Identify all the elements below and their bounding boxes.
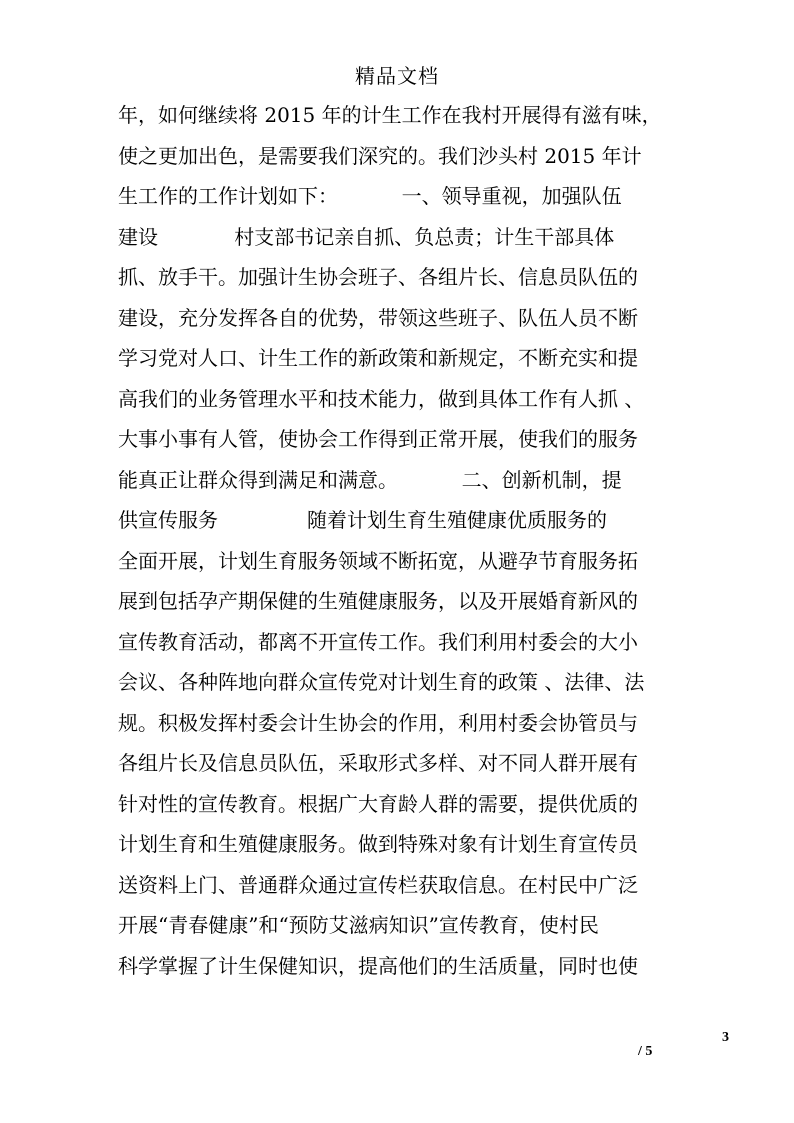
body-line: 能真正让群众得到满足和满意。 二、创新机制，提 [118,467,622,492]
page-total: / 5 [638,1044,653,1059]
body-line: 学习党对人口、计生工作的新政策和新规定，不断充实和提 [118,346,638,370]
body-line: 全面开展，计划生育服务领域不断拓宽，从避孕节育服务拓 [118,548,638,573]
body-line: 各组片长及信息员队伍，采取形式多样、对不同人群开展有 [118,751,638,775]
body-line: 建设，充分发挥各自的优势，带领这些班子、队伍人员不断 [118,305,638,330]
body-line: 开展“青春健康”和“预防艾滋病知识”宣传教育，使村民 [118,913,599,937]
body-line: 科学掌握了计生保健知识，提高他们的生活质量，同时也使 [118,953,638,978]
body-line: 会议、各种阵地向群众宣传党对计划生育的政策 、法律、法 [118,670,645,694]
body-line: 年，如何继续将 2015 年的计生工作在我村开展得有滋有味， [118,103,662,127]
body-line: 高我们的业务管理水平和技术能力，做到具体工作有人抓 、 [118,386,645,411]
body-line: 送资料上门、普通群众通过宣传栏获取信息。在村民中广泛 [118,872,638,897]
body-line: 针对性的宣传教育。根据广大育龄人群的需要，提供优质的 [118,791,638,816]
body-line: 使之更加出色，是需要我们深究的。我们沙头村 2015 年计 [118,143,642,168]
body-line: 宣传教育活动，都离不开宣传工作。我们利用村委会的大小 [118,629,638,654]
body-line: 大事小事有人管，使协会工作得到正常开展，使我们的服务 [118,427,638,451]
body-line: 生工作的工作计划如下： 一、领导重视，加强队伍 [118,184,622,208]
body-line: 抓、放手干。加强计生协会班子、各组片长、信息员队伍的 [118,265,638,289]
body-line: 展到包括孕产期保健的生殖健康服务，以及开展婚育新风的 [118,589,638,613]
body-line: 建设 村支部书记亲自抓、负总责；计生干部具体 [118,224,615,249]
document-header-title: 精品文档 [355,64,439,88]
page-number: 3 [722,1030,729,1045]
document-body [118,95,678,986]
body-line: 供宣传服务 随着计划生育生殖健康优质服务的 [118,508,608,532]
body-line: 规。积极发挥村委会计生协会的作用，利用村委会协管员与 [118,710,638,735]
body-line: 计划生育和生殖健康服务。做到特殊对象有计划生育宣传员 [118,832,638,856]
